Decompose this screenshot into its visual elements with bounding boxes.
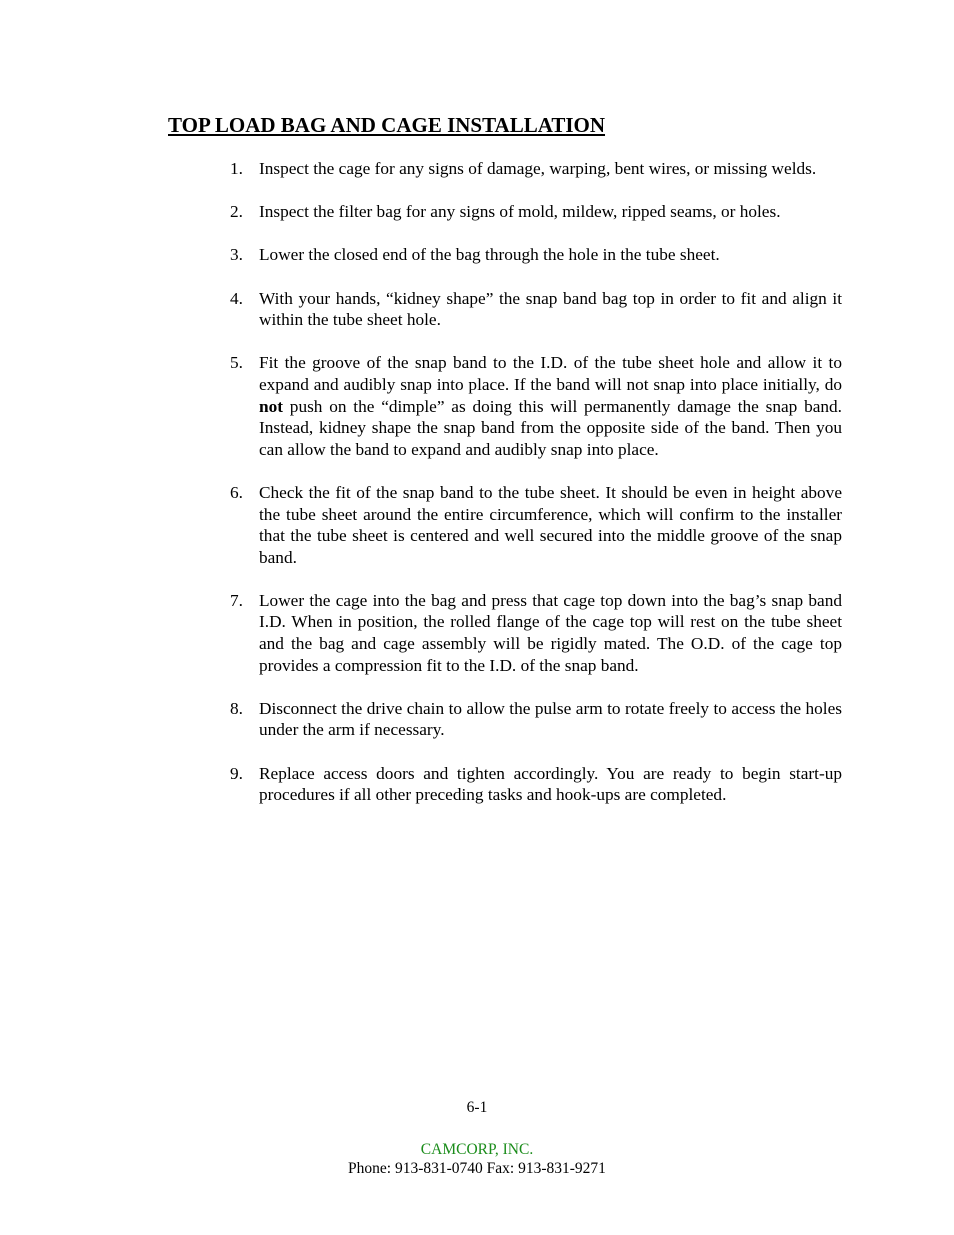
step-number: 7.: [230, 590, 243, 610]
step-text: With your hands, “kidney shape” the snap band bag top in order to fit and align it within the tube sheet hole.: [259, 288, 842, 330]
list-item: [230, 288, 842, 331]
step-text: Lower the cage into the bag and press that cage top down into the bag’s snap band I.D. When in position, the rolled flange of the cage top will rest on the tube sheet and the bag and cage assembly will be rigidly mated. The O.D. of the cage top provides a compression fit to the I.D. of the snap band.: [259, 590, 842, 675]
step-emphasis: not: [259, 396, 284, 416]
step-number: 3.: [230, 245, 243, 265]
instruction-list: [230, 158, 842, 827]
step-number: 5.: [230, 353, 243, 373]
step-text: Inspect the cage for any signs of damage, warping, bent wires, or missing welds.: [259, 159, 817, 178]
step-number: 4.: [230, 288, 243, 308]
step-text: Disconnect the drive chain to allow the pulse arm to rotate freely to access the holes under the arm if necessary.: [259, 698, 842, 740]
list-item: [230, 244, 842, 266]
step-number: 1.: [230, 159, 243, 178]
list-item: [230, 158, 842, 180]
step-number: 2.: [230, 202, 243, 222]
step-text: Inspect the filter bag for any signs of mold, mildew, ripped seams, or holes.: [259, 202, 781, 222]
step-number: 9.: [230, 763, 243, 783]
list-item: [230, 590, 842, 676]
step-number: 6.: [230, 482, 243, 502]
step-text: Replace access doors and tighten accordingly. You are ready to begin start-up procedures if all other preceding tasks and hook-ups are completed.: [259, 763, 842, 805]
list-item: [230, 763, 842, 806]
step-text-before: Fit the groove of the snap band to the I.D. of the tube sheet hole and allow it to expand and audibly snap into place. If the band will not snap into place initially, do: [259, 353, 842, 394]
step-text: Lower the closed end of the bag through the hole in the tube sheet.: [259, 245, 720, 265]
list-item: [230, 201, 842, 223]
step-number: 8.: [230, 698, 243, 718]
page-title: TOP LOAD BAG AND CAGE INSTALLATION: [168, 113, 606, 137]
company-name: CAMCORP, INC.: [420, 1141, 534, 1158]
company-contact: Phone: 913-831-0740 Fax: 913-831-9271: [348, 1160, 606, 1177]
step-text-after: push on the “dimple” as doing this will permanently damage the snap band. Instead, kidney shape the snap band from the opposite side of the band. Then you can allow the band to expand and audibly snap into place.: [259, 396, 842, 459]
list-item: [230, 698, 842, 741]
list-item: [230, 482, 842, 568]
page-number: 6-1: [466, 1099, 488, 1116]
list-item: [230, 352, 842, 460]
step-text: Check the fit of the snap band to the tube sheet. It should be even in height above the tube sheet around the entire circumference, which will confirm to the installer that the tube sheet is centered and well secured into the middle groove of the snap band.: [259, 482, 842, 567]
